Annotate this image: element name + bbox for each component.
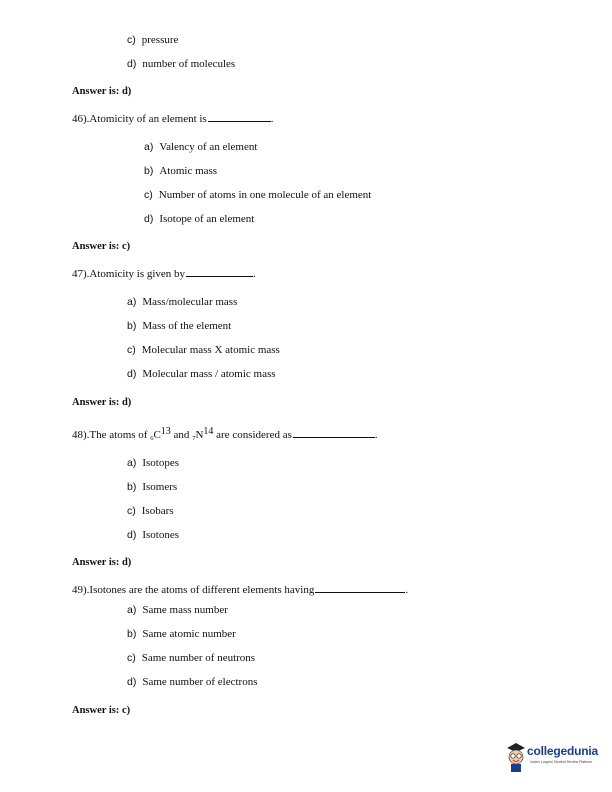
option-c: c) Isobars xyxy=(127,505,174,517)
option-c: c) Same number of neutrons xyxy=(127,652,256,664)
option-d: d) number of molecules xyxy=(127,58,236,70)
logo-name: collegedunia xyxy=(527,744,598,758)
option-a: a) Same mass number xyxy=(127,604,228,616)
answer: Answer is: c) xyxy=(72,705,131,716)
question-46: 46).Atomicity of an element is . xyxy=(72,113,274,125)
question-49: 49).Isotones are the atoms of different elements having . xyxy=(72,584,409,596)
option-b: b) Atomic mass xyxy=(144,165,218,177)
option-d: d) Molecular mass / atomic mass xyxy=(127,368,276,380)
option-d: d) Same number of electrons xyxy=(127,676,258,688)
option-c: c) Number of atoms in one molecule of an element xyxy=(144,189,372,201)
logo-tagline: India's Largest Student Review Platform xyxy=(530,760,593,764)
mascot-icon xyxy=(505,740,527,774)
option-a: a) Isotopes xyxy=(127,457,180,469)
option-d: d) Isotope of an element xyxy=(144,213,255,225)
option-c: c) Molecular mass X atomic mass xyxy=(127,344,280,356)
option-b: b) Mass of the element xyxy=(127,320,232,332)
answer: Answer is: d) xyxy=(72,86,132,97)
answer: Answer is: d) xyxy=(72,397,132,408)
collegedunia-logo xyxy=(505,738,605,778)
answer: Answer is: d) xyxy=(72,557,132,568)
answer: Answer is: c) xyxy=(72,241,131,252)
option-b: b) Isomers xyxy=(127,481,178,493)
question-48: 48).The atoms of $_6C^{13}$ and $_7N^{14}$ are considered as . xyxy=(72,426,378,442)
option-a: a) Mass/molecular mass xyxy=(127,296,238,308)
option-b: b) Same atomic number xyxy=(127,628,236,640)
option-d: d) Isotones xyxy=(127,529,180,541)
question-47: 47).Atomicity is given by . xyxy=(72,268,256,280)
option-c: c) pressure xyxy=(127,34,179,46)
option-a: a) Valency of an element xyxy=(144,141,258,153)
